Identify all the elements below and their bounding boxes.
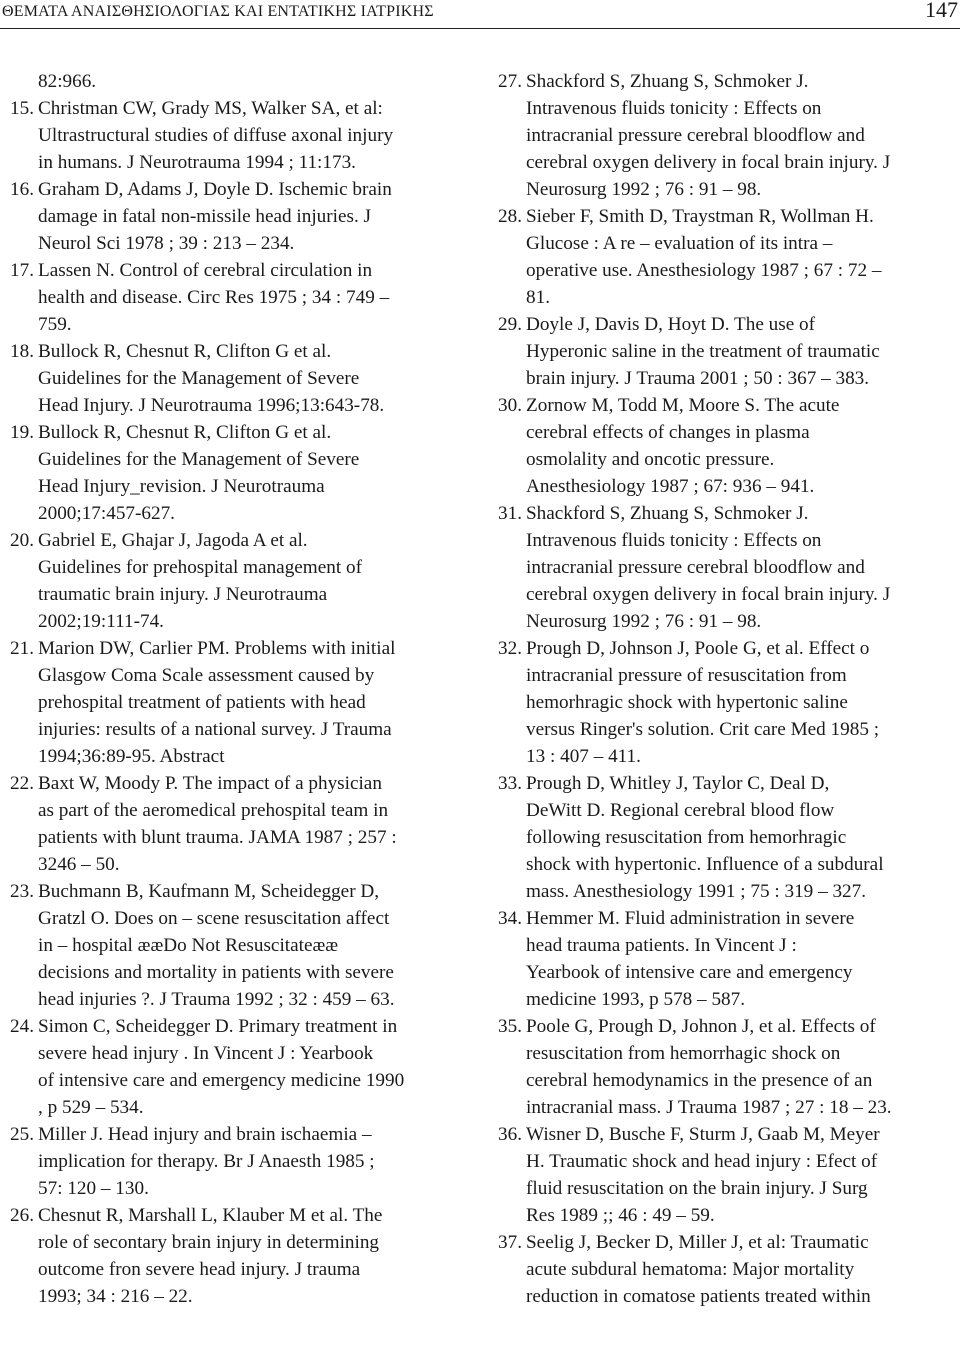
reference-line: severe head injury . In Vincent J : Yearbook — [38, 1043, 374, 1064]
reference-number: 31. — [498, 503, 522, 524]
reference-line: Wisner D, Busche F, Sturm J, Gaab M, Meyer — [526, 1124, 880, 1145]
reference-line: cerebral hemodynamics in the presence of an — [526, 1070, 873, 1091]
reference-line: shock with hypertonic. Influence of a subdural — [526, 854, 884, 875]
reference-number: 23. — [10, 881, 34, 902]
reference-line: Marion DW, Carlier PM. Problems with initial — [38, 638, 396, 659]
reference-number: 22. — [10, 773, 34, 794]
reference-line: head trauma patients. In Vincent J : — [526, 935, 797, 956]
reference-line: 13 : 407 – 411. — [526, 746, 641, 767]
reference-item — [498, 635, 956, 770]
reference-line: Yearbook of intensive care and emergency — [526, 962, 853, 983]
reference-line: Res 1989 ;; 46 : 49 – 59. — [526, 1205, 715, 1226]
reference-line: Ultrastructural studies of diffuse axonal injury — [38, 125, 394, 146]
reference-line: 2002;19:111-74. — [38, 611, 164, 632]
reference-line: hemorhragic shock with hypertonic saline — [526, 692, 848, 713]
reference-number: 35. — [498, 1016, 522, 1037]
reference-line: in – hospital ææDo Not Resuscitateææ — [38, 935, 339, 956]
references-right-column — [498, 68, 956, 1310]
reference-line: Miller J. Head injury and brain ischaemia – — [38, 1124, 372, 1145]
reference-item — [498, 1229, 956, 1310]
reference-line: Glasgow Coma Scale assessment caused by — [38, 665, 375, 686]
reference-line: Glucose : A re – evaluation of its intra – — [526, 233, 833, 254]
reference-line: Guidelines for the Management of Severe — [38, 368, 360, 389]
reference-number: 27. — [498, 71, 522, 92]
reference-line: Prough D, Johnson J, Poole G, et al. Effect o — [526, 638, 870, 659]
reference-item — [10, 878, 466, 1013]
header-rule — [0, 28, 960, 29]
reference-number: 25. — [10, 1124, 34, 1145]
reference-line: Anesthesiology 1987 ; 67: 936 – 941. — [526, 476, 815, 497]
reference-line: 1993; 34 : 216 – 22. — [38, 1286, 193, 1307]
reference-item — [10, 68, 466, 95]
reference-line: operative use. Anesthesiology 1987 ; 67 : 72 – — [526, 260, 882, 281]
reference-line: Graham D, Adams J, Doyle D. Ischemic brain — [38, 179, 392, 200]
reference-item — [498, 905, 956, 1013]
reference-line: damage in fatal non-missile head injuries. J — [38, 206, 372, 227]
reference-item — [10, 1013, 466, 1121]
reference-line: versus Ringer's solution. Crit care Med 1985 ; — [526, 719, 880, 740]
reference-line: Doyle J, Davis D, Hoyt D. The use of — [526, 314, 816, 335]
reference-line: intracranial pressure cerebral bloodflow and — [526, 125, 865, 146]
reference-number: 17. — [10, 260, 34, 281]
reference-line: Zornow M, Todd M, Moore S. The acute — [526, 395, 840, 416]
reference-line: 57: 120 – 130. — [38, 1178, 149, 1199]
reference-line: 759. — [38, 314, 72, 335]
reference-line: Seelig J, Becker D, Miller J, et al: Traumatic — [526, 1232, 869, 1253]
reference-number: 32. — [498, 638, 522, 659]
reference-item — [10, 419, 466, 527]
reference-item — [10, 176, 466, 257]
reference-item — [498, 392, 956, 500]
reference-number: 34. — [498, 908, 522, 929]
reference-item — [498, 203, 956, 311]
reference-line: Neurosurg 1992 ; 76 : 91 – 98. — [526, 179, 762, 200]
reference-line: resuscitation from hemorrhagic shock on — [526, 1043, 841, 1064]
reference-item — [498, 770, 956, 905]
reference-line: Head Injury. J Neurotrauma 1996;13:643-78. — [38, 395, 385, 416]
reference-line: Shackford S, Zhuang S, Schmoker J. — [526, 71, 809, 92]
reference-line: intracranial pressure of resuscitation from — [526, 665, 847, 686]
reference-line: implication for therapy. Br J Anaesth 1985 ; — [38, 1151, 375, 1172]
reference-line: H. Traumatic shock and head injury : Efect of — [526, 1151, 878, 1172]
reference-line: Neurol Sci 1978 ; 39 : 213 – 234. — [38, 233, 295, 254]
reference-number: 19. — [10, 422, 34, 443]
reference-line: Poole G, Prough D, Johnon J, et al. Effects of — [526, 1016, 876, 1037]
reference-number: 37. — [498, 1232, 522, 1253]
journal-title: ΘΕΜΑΤΑ ΑΝΑΙΣΘΗΣΙΟΛΟΓΙΑΣ ΚΑΙ ΕΝΤΑΤΙΚΗΣ ΙΑΤΡΙΚΗΣ — [2, 3, 434, 20]
reference-line: as part of the aeromedical prehospital team in — [38, 800, 389, 821]
reference-line: 2000;17:457-627. — [38, 503, 175, 524]
reference-line: in humans. J Neurotrauma 1994 ; 11:173. — [38, 152, 356, 173]
reference-line: of intensive care and emergency medicine 1990 — [38, 1070, 405, 1091]
reference-line: cerebral oxygen delivery in focal brain injury. J — [526, 584, 891, 605]
reference-line: intracranial mass. J Trauma 1987 ; 27 : 18 – 23. — [526, 1097, 892, 1118]
reference-number: 16. — [10, 179, 34, 200]
reference-item — [498, 68, 956, 203]
reference-line: intracranial pressure cerebral bloodflow and — [526, 557, 865, 578]
running-header — [0, 0, 960, 30]
reference-line: Guidelines for prehospital management of — [38, 557, 362, 578]
reference-number: 29. — [498, 314, 522, 335]
reference-line: Simon C, Scheidegger D. Primary treatment in — [38, 1016, 398, 1037]
reference-number: 36. — [498, 1124, 522, 1145]
reference-line: cerebral oxygen delivery in focal brain injury. J — [526, 152, 891, 173]
reference-line: Baxt W, Moody P. The impact of a physician — [38, 773, 382, 794]
reference-line: DeWitt D. Regional cerebral blood flow — [526, 800, 835, 821]
reference-line: Sieber F, Smith D, Traystman R, Wollman H. — [526, 206, 874, 227]
reference-line: medicine 1993, p 578 – 587. — [526, 989, 746, 1010]
reference-line: following resuscitation from hemorhragic — [526, 827, 847, 848]
reference-line: Gratzl O. Does on – scene resuscitation affect — [38, 908, 390, 929]
reference-line: Bullock R, Chesnut R, Clifton G et al. — [38, 341, 332, 362]
reference-line: health and disease. Circ Res 1975 ; 34 : 749 – — [38, 287, 390, 308]
reference-line: prehospital treatment of patients with head — [38, 692, 366, 713]
reference-line: Buchmann B, Kaufmann M, Scheidegger D, — [38, 881, 380, 902]
reference-item — [498, 500, 956, 635]
reference-line: Gabriel E, Ghajar J, Jagoda A et al. — [38, 530, 308, 551]
reference-number: 26. — [10, 1205, 34, 1226]
page-number: 147 — [925, 0, 958, 22]
reference-line: Bullock R, Chesnut R, Clifton G et al. — [38, 422, 332, 443]
reference-line: decisions and mortality in patients with severe — [38, 962, 394, 983]
reference-line: Guidelines for the Management of Severe — [38, 449, 360, 470]
reference-line: osmolality and oncotic pressure. — [526, 449, 775, 470]
reference-line: Intravenous fluids tonicity : Effects on — [526, 530, 822, 551]
reference-line: cerebral effects of changes in plasma — [526, 422, 810, 443]
reference-line: brain injury. J Trauma 2001 ; 50 : 367 – 383. — [526, 368, 870, 389]
reference-item — [10, 1202, 466, 1310]
references-left-column — [10, 68, 466, 1310]
reference-number: 21. — [10, 638, 34, 659]
reference-line: patients with blunt trauma. JAMA 1987 ; 257 : — [38, 827, 397, 848]
reference-item — [10, 338, 466, 419]
reference-line: traumatic brain injury. J Neurotrauma — [38, 584, 328, 605]
reference-line: Head Injury_revision. J Neurotrauma — [38, 476, 325, 497]
reference-item — [498, 1013, 956, 1121]
reference-line: 3246 – 50. — [38, 854, 120, 875]
reference-item — [498, 311, 956, 392]
reference-number: 18. — [10, 341, 34, 362]
reference-number: 20. — [10, 530, 34, 551]
reference-item — [10, 635, 466, 770]
reference-line: reduction in comatose patients treated within — [526, 1286, 871, 1307]
reference-line: acute subdural hematoma: Major mortality — [526, 1259, 855, 1280]
reference-line: Chesnut R, Marshall L, Klauber M et al. The — [38, 1205, 383, 1226]
reference-line: role of secontary brain injury in determining — [38, 1232, 380, 1253]
reference-line: Christman CW, Grady MS, Walker SA, et al: — [38, 98, 383, 119]
reference-line: head injuries ?. J Trauma 1992 ; 32 : 459 – 63. — [38, 989, 395, 1010]
reference-line: Lassen N. Control of cerebral circulation in — [38, 260, 373, 281]
reference-line: 81. — [526, 287, 550, 308]
reference-line: mass. Anesthesiology 1991 ; 75 : 319 – 327. — [526, 881, 867, 902]
reference-line: Shackford S, Zhuang S, Schmoker J. — [526, 503, 809, 524]
reference-line: Intravenous fluids tonicity : Effects on — [526, 98, 822, 119]
reference-item — [10, 95, 466, 176]
reference-item — [10, 257, 466, 338]
reference-item — [10, 1121, 466, 1202]
reference-line: , p 529 – 534. — [38, 1097, 144, 1118]
reference-line: Prough D, Whitley J, Taylor C, Deal D, — [526, 773, 830, 794]
reference-number: 30. — [498, 395, 522, 416]
reference-item — [498, 1121, 956, 1229]
reference-number: 28. — [498, 206, 522, 227]
reference-line: 1994;36:89-95. Abstract — [38, 746, 225, 767]
reference-line: Hemmer M. Fluid administration in severe — [526, 908, 855, 929]
reference-number: 15. — [10, 98, 34, 119]
reference-line: 82:966. — [38, 71, 97, 92]
reference-item — [10, 770, 466, 878]
reference-line: injuries: results of a national survey. J Trauma — [38, 719, 392, 740]
reference-line: fluid resuscitation on the brain injury. J Surg — [526, 1178, 868, 1199]
reference-line: Neurosurg 1992 ; 76 : 91 – 98. — [526, 611, 762, 632]
reference-number: 24. — [10, 1016, 34, 1037]
reference-line: outcome fron severe head injury. J trauma — [38, 1259, 361, 1280]
reference-item — [10, 527, 466, 635]
reference-number: 33. — [498, 773, 522, 794]
reference-line: Hyperonic saline in the treatment of traumatic — [526, 341, 880, 362]
